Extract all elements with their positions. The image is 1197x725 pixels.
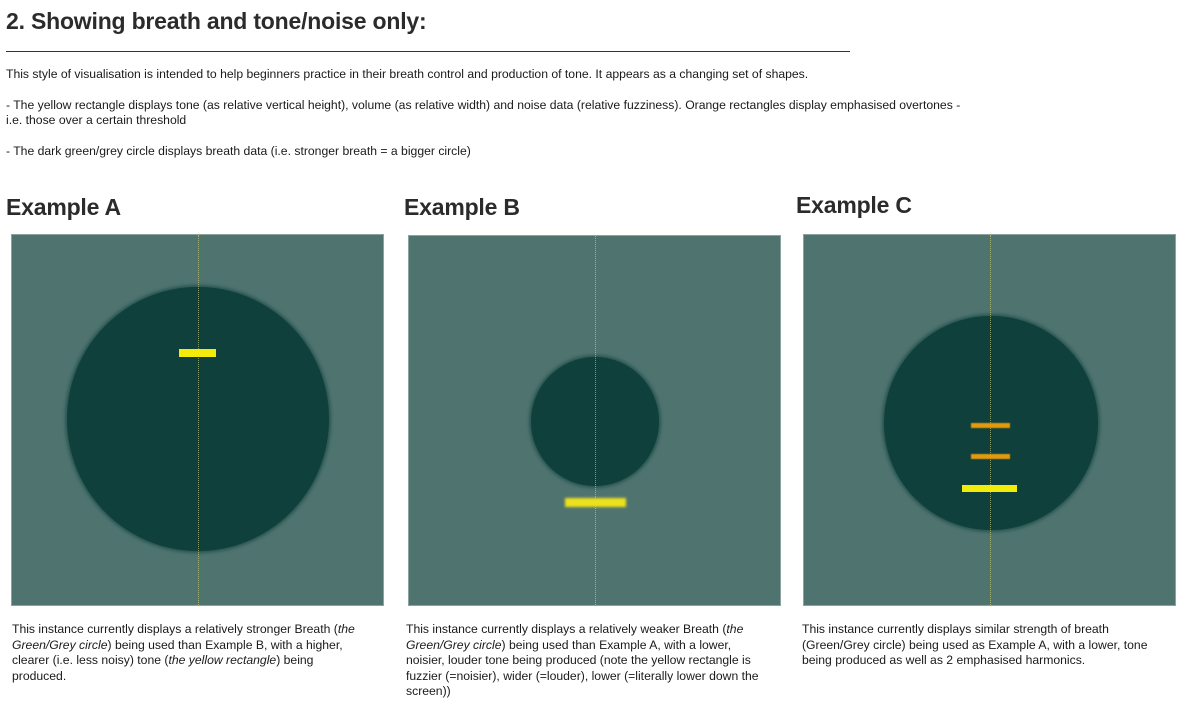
tone-description-line-2: i.e. those over a certain threshold xyxy=(6,113,187,127)
breath-description-paragraph: - The dark green/grey circle displays breath data (i.e. stronger breath = a bigger circle) xyxy=(6,144,471,158)
tone-description-paragraph xyxy=(6,98,1046,128)
example-a-visualisation xyxy=(11,234,384,606)
example-a-caption-text-1: This instance currently displays a relatively stronger Breath ( xyxy=(12,622,338,636)
example-a-caption-text-3: ) being produced. xyxy=(12,653,314,683)
example-a-caption xyxy=(12,622,367,684)
example-a-heading: Example A xyxy=(6,194,121,220)
example-b-caption-text-1: This instance currently displays a relatively weaker Breath ( xyxy=(406,622,727,636)
example-b-caption-text-2: ) being used than Example A, with a lower, noisier, louder tone being produced (note the yellow rectangle is fuzzier (=noisier), wider (=louder), lower (=literally lower down the screen)) xyxy=(406,637,759,698)
example-c-caption-text-1: This instance currently displays similar strength of breath (Green/Grey circle) being used as Example A, with a lower, tone being produced as well as 2 emphasised harmonics. xyxy=(802,622,1148,667)
center-guide-line-overlay xyxy=(990,235,991,605)
center-guide-line-overlay xyxy=(198,235,199,605)
example-c-heading: Example C xyxy=(796,192,912,218)
example-a-caption-emphasis-1: the Green/Grey circle xyxy=(12,622,355,652)
example-c-visualisation xyxy=(803,234,1176,606)
center-guide-line-overlay xyxy=(595,236,596,605)
tone-rectangle xyxy=(179,349,216,357)
example-a-caption-text-2: ) being used than Example B, with a higher, clearer (i.e. less noisy) tone ( xyxy=(12,637,343,667)
tone-rectangle xyxy=(565,498,626,507)
example-b-visualisation xyxy=(408,235,781,606)
example-a-caption-emphasis-2: the yellow rectangle xyxy=(168,653,277,667)
tone-rectangle xyxy=(962,485,1017,492)
page-title: 2. Showing breath and tone/noise only: xyxy=(6,8,427,34)
example-c-caption xyxy=(802,622,1162,669)
intro-paragraph: This style of visualisation is intended to help beginners practice in their breath control and production of tone. It appears as a changing set of shapes. xyxy=(6,67,809,81)
overtone-rectangle-upper xyxy=(971,423,1010,428)
tone-description-line-1: - The yellow rectangle displays tone (as relative vertical height), volume (as relative width) and noise data (relative fuzziness). Orange rectangles display emphasised overtones - xyxy=(6,98,961,112)
example-b-caption-emphasis-1: the Green/Grey circle xyxy=(406,622,744,652)
overtone-rectangle-lower xyxy=(971,454,1010,459)
title-divider xyxy=(6,51,850,52)
example-b-caption xyxy=(406,622,771,700)
example-b-heading: Example B xyxy=(404,194,520,220)
